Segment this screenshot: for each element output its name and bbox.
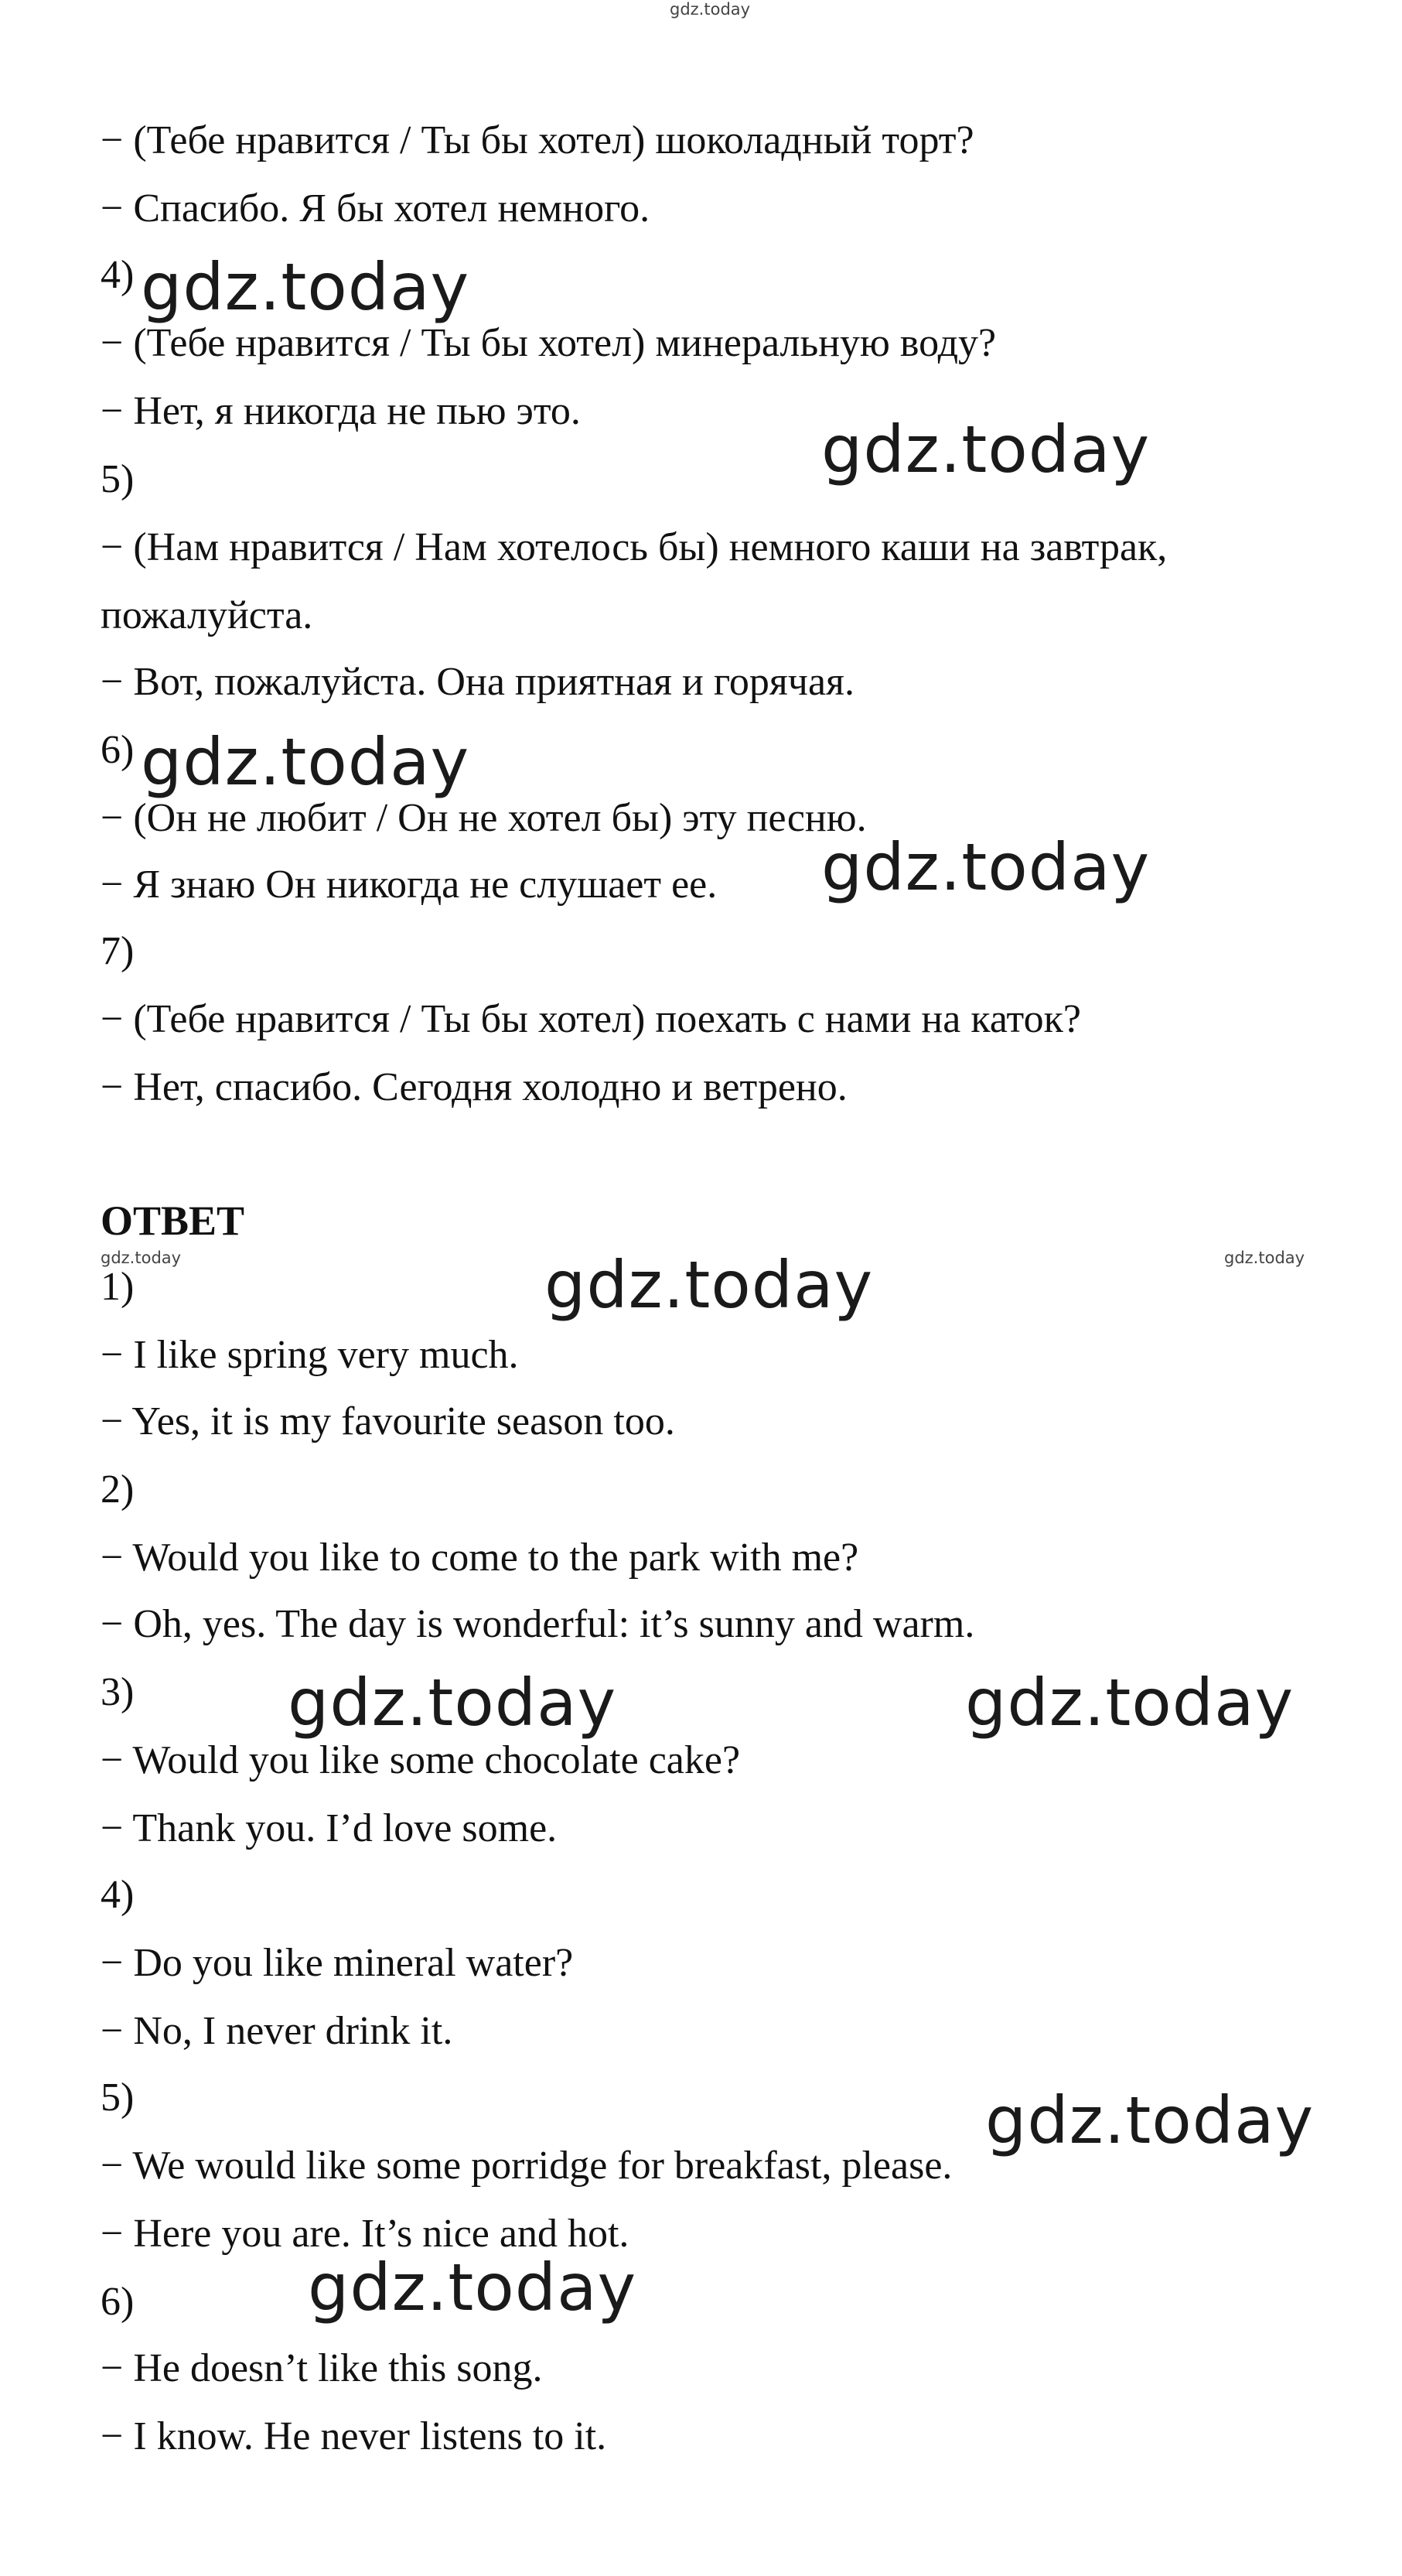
text-line: − No, I never drink it. bbox=[101, 2009, 453, 2053]
text-line: − We would like some porridge for breakfast, please. bbox=[101, 2144, 953, 2188]
item-number: 4) bbox=[101, 253, 135, 297]
text-line: − Would you like some chocolate cake? bbox=[101, 1738, 741, 1782]
text-line: − Would you like to come to the park with me? bbox=[101, 1536, 859, 1580]
watermark-small-top: gdz.today bbox=[670, 0, 751, 19]
watermark: gdz.today bbox=[544, 1247, 874, 1323]
text-line: − Thank you. I’d love some. bbox=[101, 1806, 558, 1850]
watermark-small-right: gdz.today bbox=[1224, 1249, 1305, 1267]
item-number: 7) bbox=[101, 929, 135, 973]
text-line: − Спасибо. Я бы хотел немного. bbox=[101, 186, 650, 231]
text-line: − He doesn’t like this song. bbox=[101, 2346, 543, 2390]
text-line: − Вот, пожалуйста. Она приятная и горячая. bbox=[101, 660, 855, 704]
watermark: gdz.today bbox=[965, 1665, 1295, 1741]
text-line: − I like spring very much. bbox=[101, 1333, 519, 1377]
item-number: 6) bbox=[101, 728, 135, 772]
text-line: − Here you are. It’s nice and hot. bbox=[101, 2212, 629, 2256]
text-line: − Do you like mineral water? bbox=[101, 1941, 574, 1985]
text-line: − Oh, yes. The day is wonderful: it’s sunny and warm. bbox=[101, 1602, 975, 1646]
item-number: 4) bbox=[101, 1873, 135, 1917]
item-number: 6) bbox=[101, 2280, 135, 2324]
text-line: − (Он не любит / Он не хотел бы) эту песню. bbox=[101, 796, 867, 840]
text-line: − (Тебе нравится / Ты бы хотел) шоколадный торт? bbox=[101, 118, 974, 162]
text-line: − (Тебе нравится / Ты бы хотел) поехать с нами на каток? bbox=[101, 997, 1081, 1041]
watermark-small-left: gdz.today bbox=[101, 1249, 182, 1267]
item-number: 3) bbox=[101, 1670, 135, 1714]
watermark: gdz.today bbox=[141, 724, 470, 800]
text-line: − (Нам нравится / Нам хотелось бы) немного каши на завтрак, bbox=[101, 525, 1168, 569]
watermark: gdz.today bbox=[308, 2250, 637, 2325]
text-line: − I know. He never listens to it. bbox=[101, 2414, 607, 2458]
text-line: − Нет, спасибо. Сегодня холодно и ветрено. bbox=[101, 1065, 848, 1109]
watermark: gdz.today bbox=[288, 1665, 617, 1741]
watermark: gdz.today bbox=[985, 2082, 1315, 2158]
text-line: − (Тебе нравится / Ты бы хотел) минеральную воду? bbox=[101, 321, 997, 365]
watermark: gdz.today bbox=[821, 412, 1151, 487]
item-number: 5) bbox=[101, 2075, 135, 2120]
text-line: − Нет, я никогда не пью это. bbox=[101, 389, 581, 433]
watermark: gdz.today bbox=[821, 829, 1151, 905]
answer-heading: ОТВЕТ bbox=[101, 1197, 245, 1244]
item-number: 5) bbox=[101, 457, 135, 501]
text-line: − Yes, it is my favourite season too. bbox=[101, 1399, 675, 1443]
watermark: gdz.today bbox=[141, 249, 470, 325]
item-number: 1) bbox=[101, 1265, 135, 1309]
text-line: пожалуйста. bbox=[101, 593, 313, 637]
text-line: − Я знаю Он никогда не слушает ее. bbox=[101, 863, 718, 907]
item-number: 2) bbox=[101, 1467, 135, 1512]
